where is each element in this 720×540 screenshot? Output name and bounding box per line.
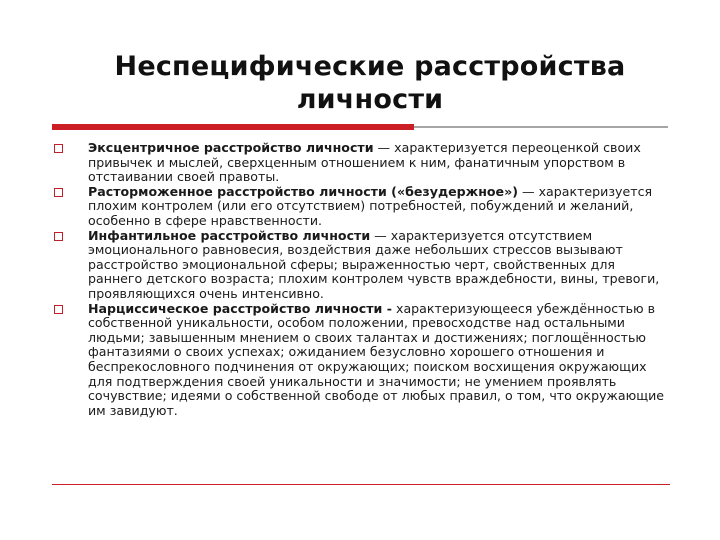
bullet-list xyxy=(52,141,668,418)
item-term: Нарциссическое расстройство личности - xyxy=(88,300,392,316)
list-item xyxy=(52,141,668,185)
item-term: Расторможенное расстройство личности («безудержное») xyxy=(88,183,518,199)
item-term: Инфантильное расстройство личности xyxy=(88,227,371,243)
list-item xyxy=(52,302,668,419)
square-bullet-icon xyxy=(54,232,63,241)
list-item xyxy=(52,229,668,302)
title-underline-gray xyxy=(414,126,668,128)
title-underline-red xyxy=(52,124,414,130)
square-bullet-icon xyxy=(54,188,63,197)
square-bullet-icon xyxy=(54,144,63,153)
list-item xyxy=(52,185,668,229)
item-text: характеризующееся убеждённостью в собственной уникальности, особом положении, превосходстве над остальными людьми; завышенным мнением о своих талантах и достижениях; поглощённостью фантазиями о своих успехах; ожиданием безусловно хорошего отношения и беспрекословного подчинения от окружающих; поиском восхищения окружающих для подтверждения своей уникальности и значимости; не умением проявлять сочувствие; идеями о собственной свободе от любых правил, о том, что окружающие им завидуют. xyxy=(88,300,665,418)
footer-divider xyxy=(52,484,670,485)
square-bullet-icon xyxy=(54,305,63,314)
item-text: — характеризуется переоценкой своих привычек и мыслей, сверхценным отношением к ним, фанатичным упорством в отстаивании своей правоты. xyxy=(88,140,641,185)
item-text: — характеризуется плохим контролем (или его отсутствием) потребностей, побуждений и желаний, особенно в сфере нравственности. xyxy=(88,183,653,228)
item-text: — характеризуется отсутствием эмоционального равновесия, воздействия даже небольших стрессов вызывают расстройство эмоциональной сферы; выраженностью черт, свойственных для раннего детского возраста; плохим контролем чувств враждебности, вины, тревоги, проявляющихся очень интенсивно. xyxy=(88,227,660,301)
item-term: Эксцентричное расстройство личности xyxy=(88,140,374,155)
slide-title: Неспецифические расстройства личности xyxy=(114,51,626,115)
